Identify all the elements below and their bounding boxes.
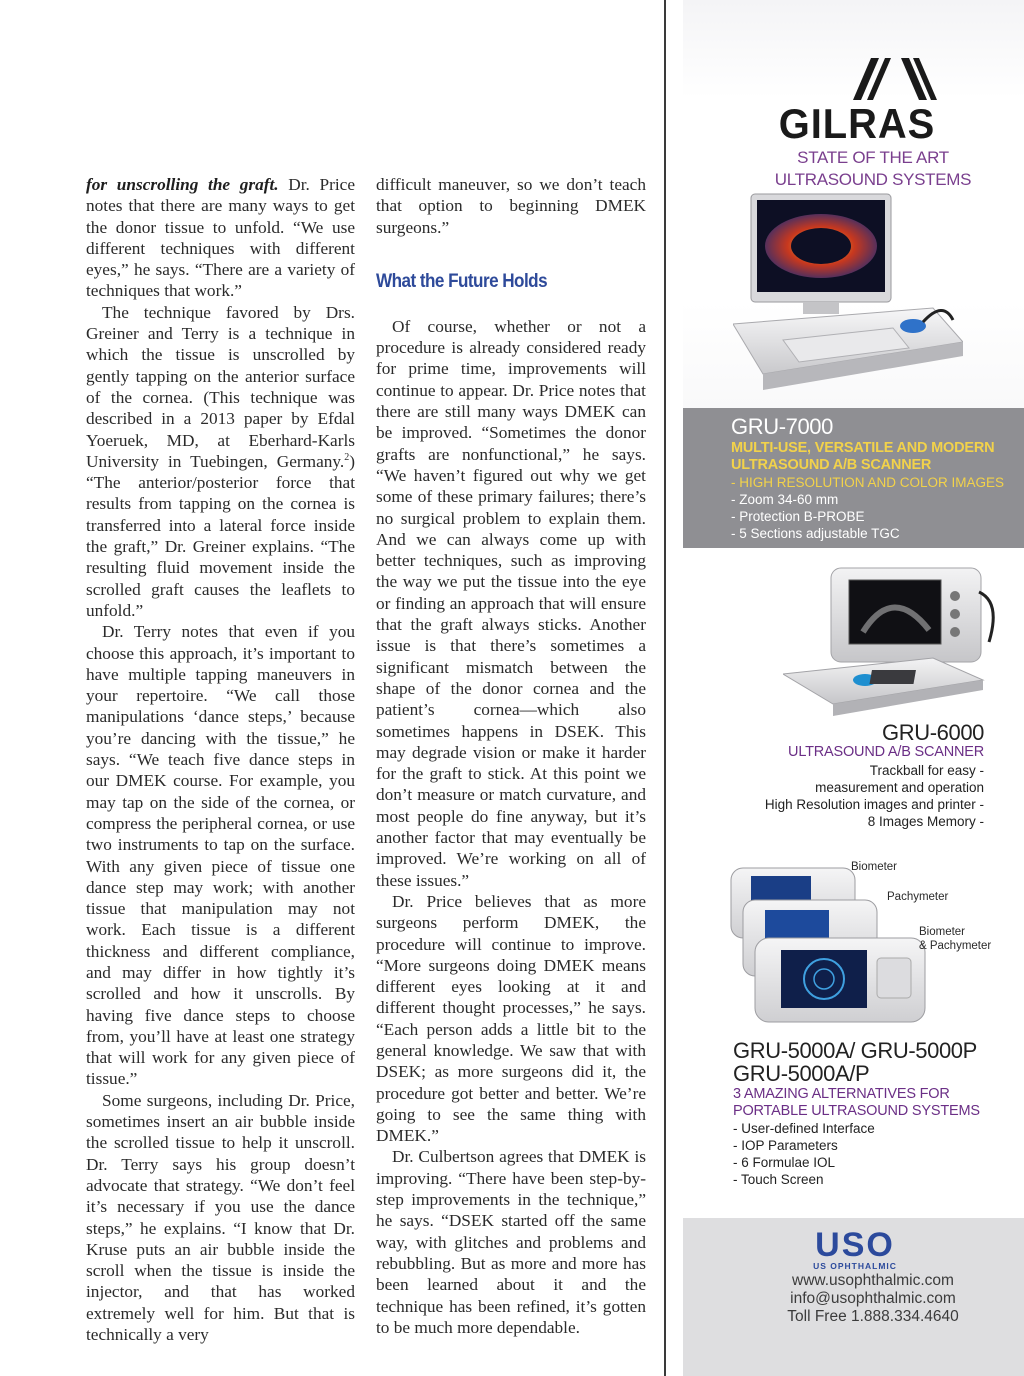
brand-logo: GILRAS [778,100,936,147]
uso-logo-text: US OPHTHALMIC [813,1261,897,1271]
product-name: GRU-7000 [731,414,833,439]
paragraph-text: ) “The anterior/posterior force that results from tapping on the cornea is transferred into a lateral force inside the graft,” Dr. Greiner explains. “The resulting fluid movement inside the scrolled graft causes the leaflets to unfold.” [86,451,355,620]
column-divider [664,0,666,1376]
feature-item: - Zoom 34-60 mm [731,492,839,507]
product-name: GRU-5000A/ GRU-5000P [733,1038,977,1063]
gilras-logo-mark-icon [851,56,941,102]
device-label: & Pachymeter [919,940,992,952]
product-subtitle: 3 AMAZING ALTERNATIVES FOR [733,1086,950,1102]
paragraph: difficult maneuver, so we don’t teach that option to beginning DMEK surgeons.” [376,175,646,237]
gru-7000-device-icon [733,192,963,404]
phone-number: Toll Free 1.888.334.4640 [787,1308,959,1325]
article-column-left [86,174,355,1345]
section-heading: What the Future Holds [376,270,548,292]
product-name: GRU-5000A/P [733,1061,870,1086]
feature-item: - User-defined Interface [733,1121,875,1136]
paragraph-text: Dr. Price notes that there are many ways to get the donor tissue to unfold. “We use different techniques with different eyes,” he says. “There are a variety of techniques that work.” [86,175,355,301]
device-label: Pachymeter [887,891,949,903]
uso-logo [795,1226,915,1271]
product-subtitle: MULTI-USE, VERSATILE AND MODERN [731,440,995,456]
gru-5000-devices-icon [727,854,927,1024]
paragraph: Some surgeons, including Dr. Price, sometimes insert an air bubble inside the scrolled tissue to help it unscroll. Dr. Terry says his group doesn’t advocate that strategy. “We don’t feel it’s necessary if you use the dance steps,” he explains. “I know that Dr. Kruse puts an air bubble inside the scroll when the tissue is inside the injector, and that has worked extremely well for him. But that is technically a very [86,1090,355,1345]
feature-item: - 6 Formulae IOL [733,1155,836,1170]
paragraph-text: The technique favored by Drs. Greiner and Terry is a technique in which the tissue is unscrolled by gently tapping on the anterior surface of the cornea. (This technique was described in a 2013 paper by Efdal Yoeruek, MD, at Eberhard-Karls University in Tuebingen, Germany. [86,302,355,471]
paragraph: Of course, whether or not a procedure is already considered ready for prime time, improvements will continue to appear. Dr. Price notes that there are still many ways DMEK can be improved. “Sometimes the donor grafts are nonfunctional,” he says. “We haven’t figured out why we get some of these primary failures; there’s no surgical problem to explain them. And we can always come up with better techniques, such as improving the way we put the tissue into the eye or finding an approach that will ensure that the graft always sticks. Another issue is that there’s sometimes a significant mismatch between the shape of the donor cornea and the patient’s cornea—which also sometimes happens in DSEK. This may degrade vision or make it harder for the graft to stick. At this point we don’t measure or match curvature, and most people do fine anyway, but it’s another factor that may eventually be improved. We’re working on all of these issues.” [376,316,646,890]
reference-number: 2 [344,452,350,464]
website-link[interactable]: www.usophthalmic.com [792,1272,954,1289]
feature-item: - Touch Screen [733,1172,824,1187]
advertisement [683,0,1024,1376]
feature-item: 8 Images Memory - [867,814,984,829]
paragraph: Dr. Terry notes that even if you choose this approach, it’s important to have multiple tapping maneuvers in your repertoire. “We call those manipulations ‘dance steps,’ because you’re dancing with the tissue,” he says. “We teach five dance steps in our DMEK course. For example, you may tap on the side of the cornea, or compress the peripheral cornea, or use two instruments to tap on the surface. With any given piece of tissue one dance step may work; with another tissue that manipulation may not work. Each tissue is a different thickness and different compliance, and may differ in how tightly it’s scrolled and how it unscrolls. By having five dance steps to choose from, you’ll have at least one strategy that will work for any given piece of tissue.” [86,622,355,1089]
feature-item: - IOP Parameters [733,1138,838,1153]
paragraph: Dr. Price believes that as more surgeons perform DMEK, the procedure will continue to improve. “More surgeons doing DMEK means different eyes looking at it and different thought processes,” he says. “Each person adds a little bit to the general knowledge. We saw that with DSEK; as more surgeons did it, the procedure got better and better. We’re going to see the same thing with DMEK.” [376,891,646,1146]
feature-item: - Protection B-PROBE [731,509,865,524]
product-name: GRU-6000 [882,720,984,745]
device-label: Biometer [851,861,898,873]
product-subtitle: ULTRASOUND A/B SCANNER [731,457,932,473]
email-link[interactable]: info@usophthalmic.com [790,1290,956,1307]
feature-item: measurement and operation [815,780,984,795]
feature-item: High Resolution images and printer - [764,797,984,812]
feature-list [765,762,984,830]
gru-6000-device-icon [783,562,1003,720]
paragraph [86,174,355,302]
feature-item: - 5 Sections adjustable TGC [731,526,900,541]
device-label: Biometer [919,926,966,938]
feature-item: Trackball for easy - [869,763,984,778]
paragraph [86,302,355,621]
article-column-right [376,174,646,1338]
paragraph: Dr. Culbertson agrees that DMEK is improving. “There have been step-by-step improvements in the technique,” he says. “DSEK started off the same way, with glitches and problems and rebubbling. But as more and more has been learned about it and the technique has been refined, it’s gotten to be much more dependable. [376,1147,646,1337]
ad-tagline: ULTRASOUND SYSTEMS [774,170,972,189]
product-subtitle: ULTRASOUND A/B SCANNER [788,744,984,760]
run-in-heading: for unscrolling the graft. [86,175,279,194]
feature-item: - HIGH RESOLUTION AND COLOR IMAGES [731,475,1005,490]
feature-list [731,474,1004,542]
uso-logo-mark: USO [815,1226,895,1264]
product-subtitle: PORTABLE ULTRASOUND SYSTEMS [733,1103,980,1119]
ad-tagline: STATE OF THE ART [797,148,949,167]
feature-list [733,1120,875,1188]
